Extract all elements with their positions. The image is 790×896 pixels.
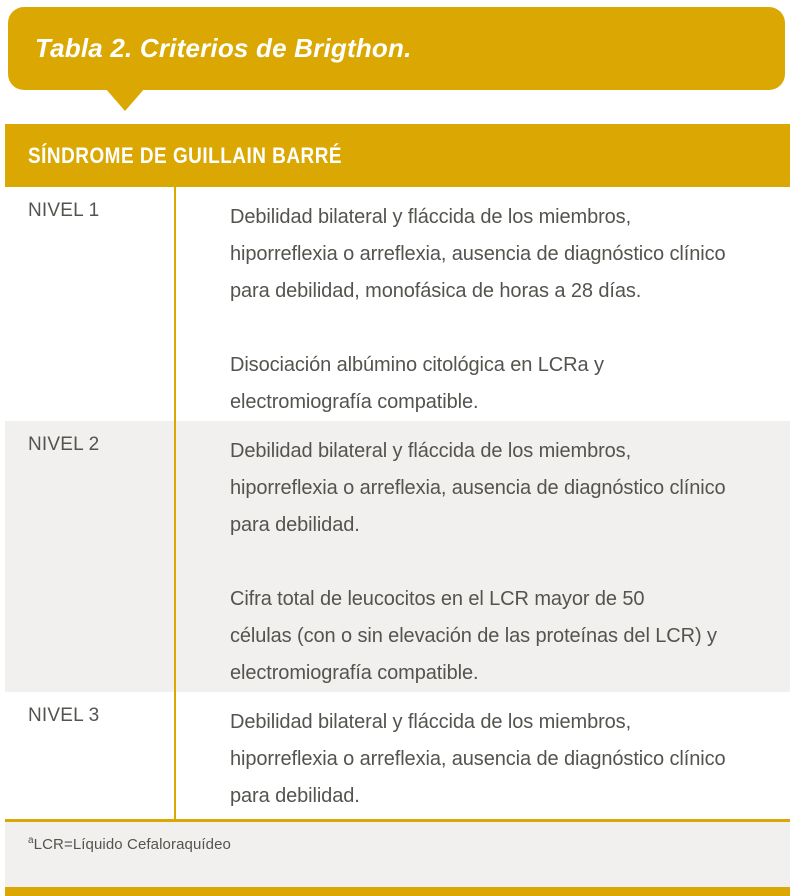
criteria-paragraph — [230, 347, 770, 421]
footnote — [28, 836, 231, 853]
footnote-text: LCR=Líquido Cefaloraquídeo — [33, 836, 231, 853]
text-line: electromiografía compatible. — [230, 662, 479, 684]
text-line: Debilidad bilateral y fláccida de los miembros, — [230, 206, 632, 228]
table-header — [5, 124, 790, 187]
table-row-nivel-3 — [5, 692, 790, 819]
level-label: NIVEL 2 — [28, 434, 100, 455]
text-line: para debilidad, monofásica de horas a 28 días. — [230, 280, 642, 302]
level-label: NIVEL 1 — [28, 200, 100, 221]
level-description — [174, 692, 790, 819]
title-banner — [8, 7, 785, 90]
text-line: electromiografía compatible. — [230, 391, 479, 413]
table-header-label: SÍNDROME DE GUILLAIN BARRÉ — [28, 143, 343, 168]
criteria-paragraph — [230, 704, 770, 815]
text-line: Debilidad bilateral y fláccida de los miembros, — [230, 711, 632, 733]
text-line: hiporreflexia o arreflexia, ausencia de diagnóstico clínico — [230, 748, 726, 770]
text-line: Cifra total de leucocitos en el LCR mayor de 50 — [230, 588, 645, 610]
table-row-nivel-2 — [5, 421, 790, 692]
speech-bubble-tail-icon — [105, 88, 145, 111]
text-line: Disociación albúmino citológica en LCRa y — [230, 354, 604, 376]
criteria-paragraph — [230, 199, 770, 310]
text-line: células (con o sin elevación de las proteínas del LCR) y — [230, 625, 717, 647]
table-caption: Tabla 2. Criterios de Brigthon. — [35, 33, 412, 63]
criteria-table — [5, 124, 790, 896]
table-row-nivel-1 — [5, 187, 790, 421]
criteria-paragraph — [230, 581, 770, 692]
text-line: hiporreflexia o arreflexia, ausencia de diagnóstico clínico — [230, 477, 726, 499]
text-line: para debilidad. — [230, 514, 360, 536]
level-description — [174, 187, 790, 421]
text-line: Debilidad bilateral y fláccida de los miembros, — [230, 440, 632, 462]
footnote-marker: a — [28, 835, 34, 846]
level-label: NIVEL 3 — [28, 705, 100, 726]
text-line: para debilidad. — [230, 785, 360, 807]
text-line: hiporreflexia o arreflexia, ausencia de diagnóstico clínico — [230, 243, 726, 265]
criteria-paragraph — [230, 433, 770, 544]
level-description — [174, 421, 790, 692]
table-footnote — [5, 822, 790, 887]
bottom-accent-bar — [5, 887, 790, 896]
